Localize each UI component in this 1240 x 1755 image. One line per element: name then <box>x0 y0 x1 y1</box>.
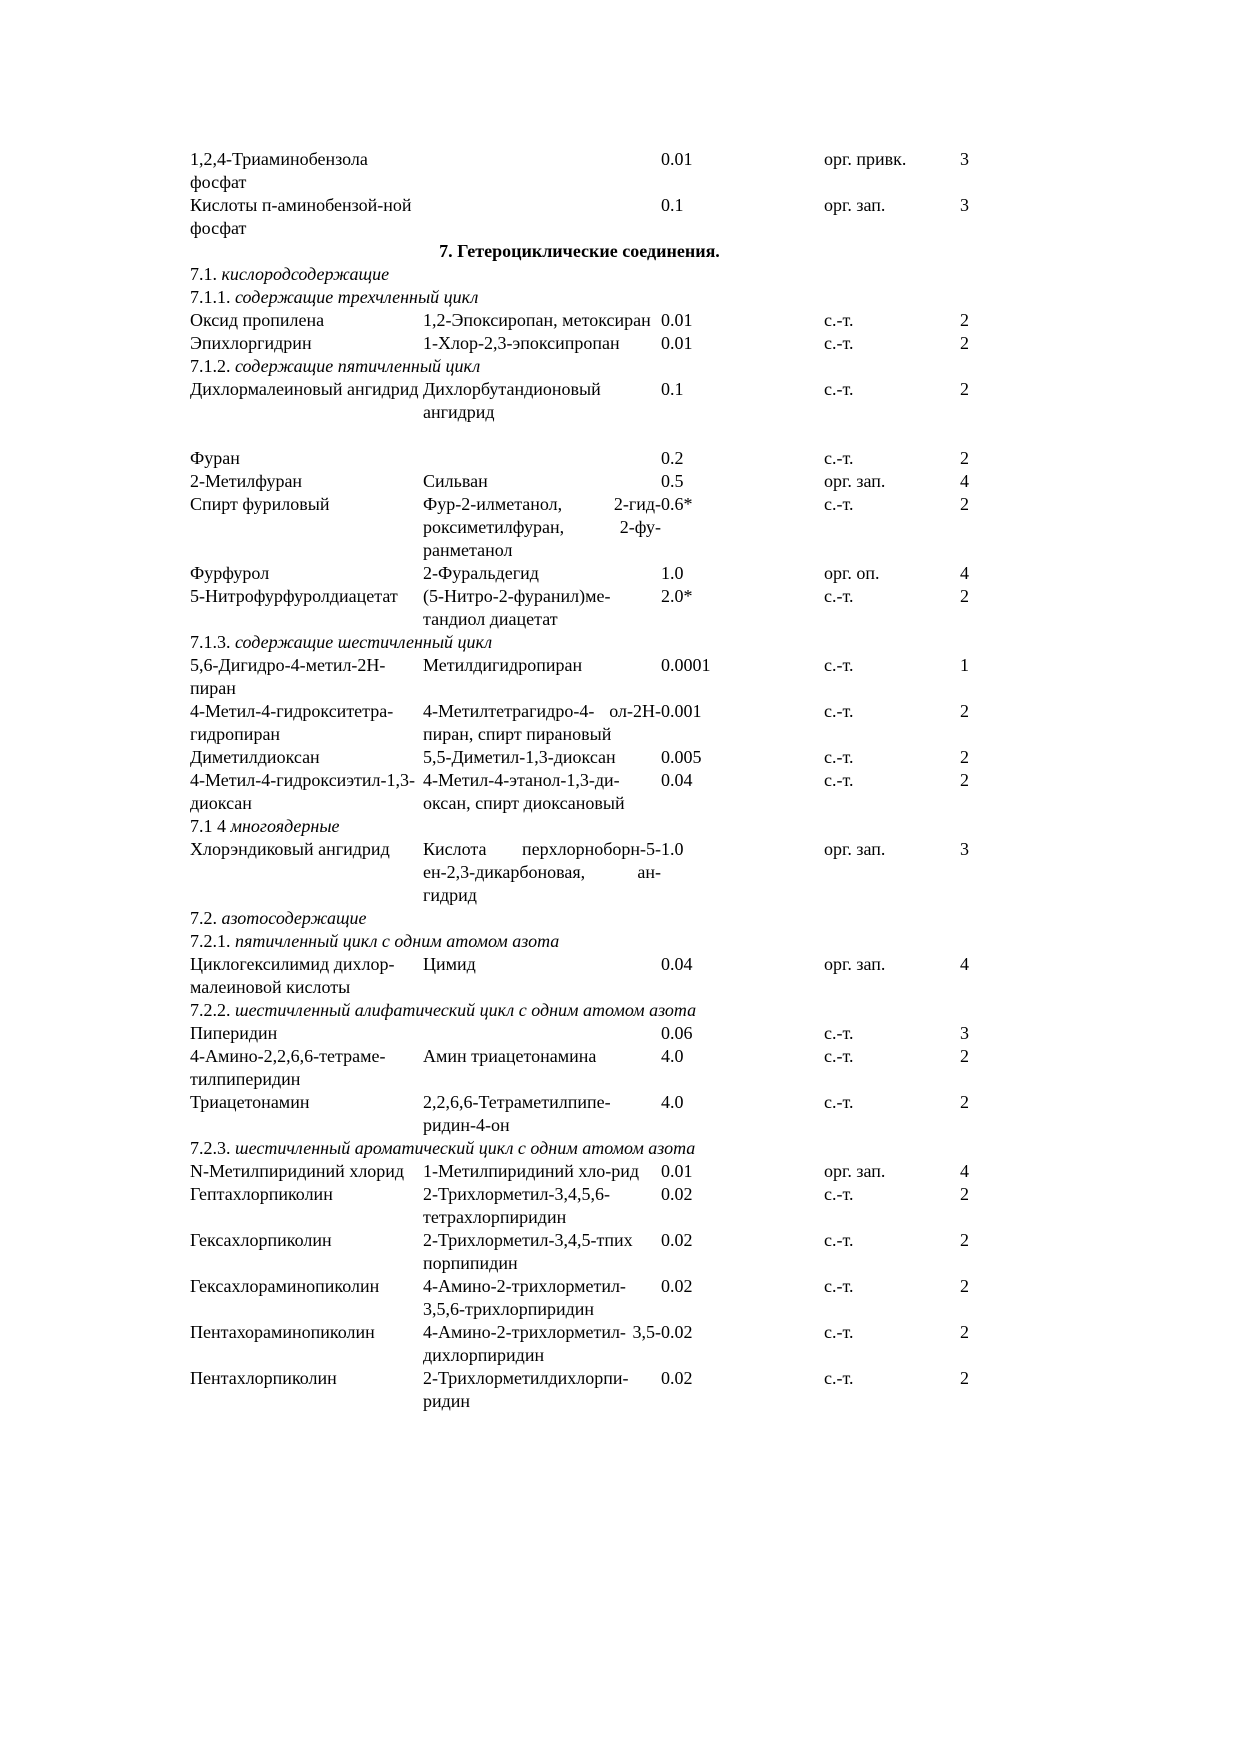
limiting-indicator: орг. зап. <box>824 954 886 974</box>
subsection-number: 7.1.1. <box>190 287 235 307</box>
substance-name: 1,2,4-Триаминобензола фосфат <box>190 149 368 192</box>
hazard-class: 3 <box>960 839 969 859</box>
table-row <box>190 1091 969 1137</box>
table-row <box>190 838 969 907</box>
table-row <box>190 194 969 240</box>
subsection-number: 7.2.2. <box>190 1000 235 1020</box>
subsection-heading <box>190 355 969 378</box>
limiting-indicator: с.-т. <box>824 333 854 353</box>
subsection-title: содержащие пятичленный цикл <box>235 356 481 376</box>
section-heading-row <box>190 240 969 263</box>
substance-name: Триацетонамин <box>190 1092 310 1112</box>
mac-value: 0.01 <box>661 310 693 330</box>
mac-value: 0.2 <box>661 448 684 468</box>
table-row <box>190 1022 969 1045</box>
subsection-number: 7.2.1. <box>190 931 235 951</box>
chemical-name: 2-Трихлорметилдихлорпи-ридин <box>423 1368 629 1411</box>
subsection-heading <box>190 907 969 930</box>
limiting-indicator: с.-т. <box>824 1046 854 1066</box>
substance-name: Хлорэндиковый ангидрид <box>190 839 390 859</box>
mac-value: 0.06 <box>661 1023 693 1043</box>
chemical-name: (5-Нитро-2-фуранил)ме-тандиол диацетат <box>423 586 611 629</box>
chemical-name <box>423 194 661 240</box>
substance-name: Фуран <box>190 448 240 468</box>
subsection-title: шестичленный ароматический цикл с одним атомом азота <box>235 1138 696 1158</box>
substance-name: Гексахлорпиколин <box>190 1230 332 1250</box>
chemical-name: 1-Метилпиридиний хло-рид <box>423 1161 640 1181</box>
limiting-indicator: с.-т. <box>824 586 854 606</box>
limiting-indicator: орг. зап. <box>824 471 886 491</box>
mac-value: 0.02 <box>661 1276 693 1296</box>
hazard-class: 1 <box>960 655 969 675</box>
table-row <box>190 148 969 194</box>
substances-table <box>190 148 969 1413</box>
limiting-indicator: с.-т. <box>824 1230 854 1250</box>
hazard-class: 2 <box>960 586 969 606</box>
table-row <box>190 562 969 585</box>
chemical-name: 2-Трихлорметил-3,4,5,6-тетрахлорпиридин <box>423 1184 610 1227</box>
chemical-name: Метилдигидропиран <box>423 655 583 675</box>
hazard-class: 2 <box>960 448 969 468</box>
hazard-class: 2 <box>960 379 969 399</box>
hazard-class: 2 <box>960 333 969 353</box>
table-row <box>190 332 969 355</box>
substance-name: Пиперидин <box>190 1023 278 1043</box>
chemical-name <box>423 1022 661 1045</box>
mac-value: 0.001 <box>661 701 702 721</box>
chemical-name: 2,2,6,6-Тетраметилпипе-ридин-4-он <box>423 1092 611 1135</box>
table-row <box>190 1229 969 1275</box>
chemical-name: Кислота перхлорноборн-5-ен-2,3-дикарбоновая, ан-гидрид <box>423 839 661 905</box>
section-heading: 7. Гетероциклические соединения. <box>439 241 720 261</box>
substance-name: Циклогексилимид дихлор-малеиновой кислоты <box>190 954 395 997</box>
hazard-class: 4 <box>960 1161 969 1181</box>
substance-name: Оксид пропилена <box>190 310 325 330</box>
table-row <box>190 1183 969 1229</box>
table-row <box>190 447 969 470</box>
chemical-name: Дихлорбутандионовый ангидрид <box>423 379 601 422</box>
mac-value: 0.02 <box>661 1322 693 1342</box>
subsection-title: шестичленный алифатический цикл с одним атомом азота <box>235 1000 697 1020</box>
limiting-indicator: орг. оп. <box>824 563 880 583</box>
chemical-name: 4-Метилтетрагидро-4- ол-2Н-пиран, спирт пирановый <box>423 701 661 744</box>
chemical-name <box>423 447 661 470</box>
subsection-heading <box>190 286 969 309</box>
subsection-row <box>190 907 969 930</box>
hazard-class: 2 <box>960 747 969 767</box>
table-row <box>190 1367 969 1413</box>
hazard-class: 4 <box>960 471 969 491</box>
hazard-class: 3 <box>960 195 969 215</box>
substance-name: 5,6-Дигидро-4-метил-2Н-пиран <box>190 655 386 698</box>
subsection-heading <box>190 999 969 1022</box>
hazard-class: 4 <box>960 563 969 583</box>
table-row <box>190 700 969 746</box>
substance-name: 2-Метилфуран <box>190 471 303 491</box>
mac-value: 4.0 <box>661 1092 684 1112</box>
subsection-number: 7.1 4 <box>190 816 231 836</box>
mac-value: 0.01 <box>661 1161 693 1181</box>
limiting-indicator: с.-т. <box>824 494 854 514</box>
mac-value: 2.0* <box>661 586 693 606</box>
subsection-number: 7.1. <box>190 264 222 284</box>
subsection-row <box>190 1137 969 1160</box>
blank-cell <box>190 424 969 447</box>
chemical-name: Цимид <box>423 954 476 974</box>
mac-value: 0.02 <box>661 1368 693 1388</box>
subsection-number: 7.2. <box>190 908 222 928</box>
limiting-indicator: с.-т. <box>824 1023 854 1043</box>
blank-row <box>190 424 969 447</box>
substances-table-body <box>190 148 969 1413</box>
subsection-title: многоядерные <box>230 816 340 836</box>
mac-value: 0.04 <box>661 770 693 790</box>
subsection-heading <box>190 815 969 838</box>
table-row <box>190 378 969 424</box>
table-row <box>190 585 969 631</box>
substance-name: Пентахлорпиколин <box>190 1368 337 1388</box>
chemical-name: 2-Трихлорметил-3,4,5-тпих порпипидин <box>423 1230 633 1273</box>
limiting-indicator: с.-т. <box>824 1276 854 1296</box>
hazard-class: 2 <box>960 1276 969 1296</box>
subsection-title: кислородсодержащие <box>221 264 390 284</box>
substance-name: Кислоты п-аминобензой-ной фосфат <box>190 195 412 238</box>
table-row <box>190 1321 969 1367</box>
table-row <box>190 1275 969 1321</box>
limiting-indicator: орг. привк. <box>824 149 907 169</box>
chemical-name: 1,2-Эпоксиропан, метоксиран <box>423 310 651 330</box>
chemical-name: 4-Амино-2-трихлорметил- 3,5-дихлорпиридин <box>423 1322 661 1365</box>
chemical-name: Амин триацетонамина <box>423 1046 597 1066</box>
hazard-class: 2 <box>960 494 969 514</box>
substance-name: Гексахлораминопиколин <box>190 1276 380 1296</box>
mac-value: 1.0 <box>661 839 684 859</box>
hazard-class: 4 <box>960 954 969 974</box>
mac-value: 0.6* <box>661 494 693 514</box>
subsection-row <box>190 631 969 654</box>
substance-name: Диметилдиоксан <box>190 747 320 767</box>
limiting-indicator: с.-т. <box>824 747 854 767</box>
table-row <box>190 1160 969 1183</box>
hazard-class: 2 <box>960 1368 969 1388</box>
mac-value: 0.02 <box>661 1184 693 1204</box>
table-row <box>190 746 969 769</box>
limiting-indicator: с.-т. <box>824 448 854 468</box>
mac-value: 0.1 <box>661 195 684 215</box>
limiting-indicator: с.-т. <box>824 655 854 675</box>
table-row <box>190 493 969 562</box>
substance-name: 5-Нитрофурфуролдиацетат <box>190 586 398 606</box>
subsection-row <box>190 999 969 1022</box>
limiting-indicator: с.-т. <box>824 770 854 790</box>
subsection-row <box>190 286 969 309</box>
limiting-indicator: с.-т. <box>824 1092 854 1112</box>
subsection-heading <box>190 1137 969 1160</box>
substance-name: N-Метилпиридиний хлорид <box>190 1161 405 1181</box>
hazard-class: 2 <box>960 770 969 790</box>
chemical-name: 4-Амино-2-трихлорметил- 3,5,6-трихлорпиридин <box>423 1276 626 1319</box>
chemical-name: Фур-2-илметанол, 2-гид-роксиметилфуран, 2-фу-ранметанол <box>423 494 661 560</box>
subsection-title: азотосодержащие <box>221 908 367 928</box>
subsection-number: 7.1.2. <box>190 356 235 376</box>
table-row <box>190 1045 969 1091</box>
limiting-indicator: с.-т. <box>824 379 854 399</box>
mac-value: 0.02 <box>661 1230 693 1250</box>
limiting-indicator: с.-т. <box>824 1322 854 1342</box>
mac-value: 0.005 <box>661 747 702 767</box>
limiting-indicator: с.-т. <box>824 701 854 721</box>
limiting-indicator: с.-т. <box>824 1184 854 1204</box>
table-row <box>190 654 969 700</box>
chemical-name: 4-Метил-4-этанол-1,3-ди-оксан, спирт диоксановый <box>423 770 625 813</box>
substance-name: 4-Метил-4-гидроксиэтил-1,3-диоксан <box>190 770 416 813</box>
mac-value: 0.5 <box>661 471 684 491</box>
limiting-indicator: с.-т. <box>824 310 854 330</box>
hazard-class: 2 <box>960 1230 969 1250</box>
mac-value: 0.04 <box>661 954 693 974</box>
hazard-class: 2 <box>960 1322 969 1342</box>
chemical-name: Сильван <box>423 471 488 491</box>
limiting-indicator: орг. зап. <box>824 1161 886 1181</box>
mac-value: 0.01 <box>661 333 693 353</box>
substance-name: Гептахлорпиколин <box>190 1184 333 1204</box>
subsection-number: 7.1.3. <box>190 632 235 652</box>
hazard-class: 3 <box>960 1023 969 1043</box>
table-row <box>190 769 969 815</box>
substance-name: Дихлормалеиновый ангидрид <box>190 379 419 399</box>
hazard-class: 2 <box>960 1046 969 1066</box>
subsection-heading <box>190 930 969 953</box>
subsection-number: 7.2.3. <box>190 1138 235 1158</box>
mac-value: 0.0001 <box>661 655 711 675</box>
subsection-heading <box>190 631 969 654</box>
subsection-row <box>190 815 969 838</box>
subsection-title: содержащие шестичленный цикл <box>235 632 493 652</box>
hazard-class: 3 <box>960 149 969 169</box>
substance-name: 4-Метил-4-гидрокситетра-гидропиран <box>190 701 394 744</box>
substance-name: Эпихлоргидрин <box>190 333 312 353</box>
mac-value: 0.1 <box>661 379 684 399</box>
limiting-indicator: с.-т. <box>824 1368 854 1388</box>
table-row <box>190 309 969 332</box>
hazard-class: 2 <box>960 701 969 721</box>
chemical-name: 1-Хлор-2,3-эпоксипропан <box>423 333 620 353</box>
subsection-row <box>190 263 969 286</box>
substance-name: 4-Амино-2,2,6,6-тетраме-тилпиперидин <box>190 1046 386 1089</box>
limiting-indicator: орг. зап. <box>824 195 886 215</box>
hazard-class: 2 <box>960 1092 969 1112</box>
chemical-name <box>423 148 661 194</box>
mac-value: 4.0 <box>661 1046 684 1066</box>
hazard-class: 2 <box>960 1184 969 1204</box>
subsection-title: пятичленный цикл с одним атомом азота <box>235 931 560 951</box>
substance-name: Пентахораминопиколин <box>190 1322 375 1342</box>
substance-name: Спирт фуриловый <box>190 494 330 514</box>
substance-name: Фурфурол <box>190 563 270 583</box>
mac-value: 0.01 <box>661 149 693 169</box>
hazard-class: 2 <box>960 310 969 330</box>
limiting-indicator: орг. зап. <box>824 839 886 859</box>
subsection-heading <box>190 263 969 286</box>
mac-value: 1.0 <box>661 563 684 583</box>
chemical-name: 5,5-Диметил-1,3-диоксан <box>423 747 616 767</box>
table-row <box>190 953 969 999</box>
subsection-row <box>190 355 969 378</box>
table-row <box>190 470 969 493</box>
chemical-name: 2-Фуральдегид <box>423 563 539 583</box>
subsection-title: содержащие трехчленный цикл <box>235 287 479 307</box>
subsection-row <box>190 930 969 953</box>
